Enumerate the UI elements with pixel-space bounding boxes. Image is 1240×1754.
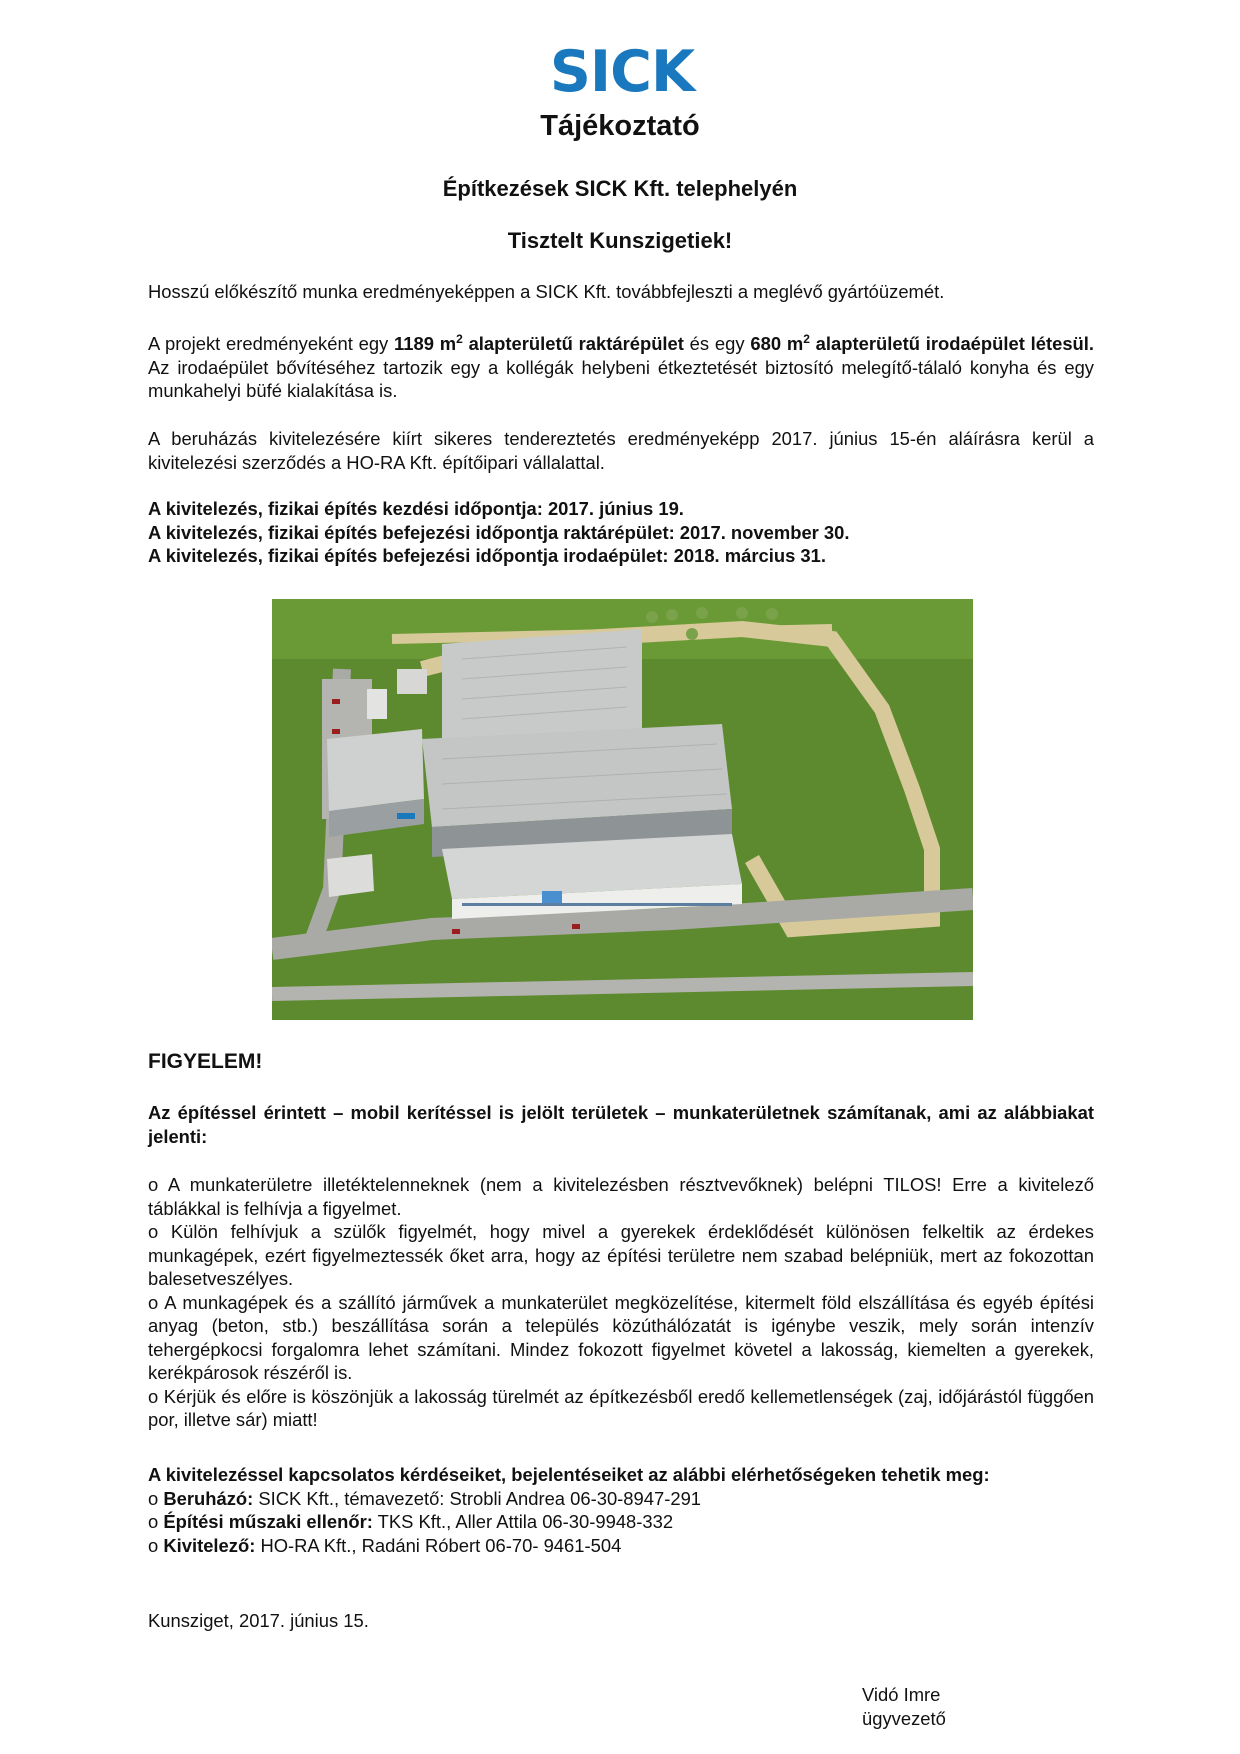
- attention-list: [148, 1173, 1094, 1432]
- office-end-date-line: A kivitelezés, fizikai építés befejezési időpontja irodaépület: 2018. március 31.: [148, 545, 826, 566]
- start-date-line: A kivitelezés, fizikai építés kezdési időpontja: 2017. június 19.: [148, 498, 684, 519]
- project-paragraph: A projekt eredményeként egy 1189 $m^2$ alapterületű raktárépület és egy 680 $m^2$ alapterületű irodaépület létesül. Az irodaépület bővítéséhez tartozik egy a kollégák helybeni étkeztetését biztosító melegítő-tálaló konyha és egy munkahelyi büfé kialakítása is.: [148, 332, 1094, 402]
- warehouse-end-date-line: A kivitelezés, fizikai építés befejezési időpontja raktárépület: 2017. november 30.: [148, 521, 850, 543]
- intro-paragraph: Hosszú előkészítő munka eredményeképpen a SICK Kft. továbbfejleszti a meglévő gyártóüzemét.: [148, 281, 945, 302]
- contact-row-contractor: o Kivitelező: HO-RA Kft., Radáni Róbert 06-70- 9461-504: [148, 1534, 622, 1556]
- contact-lead: A kivitelezéssel kapcsolatos kérdéseiket, bejelentéseiket az alábbi elérhetőségeken tehetik meg:: [148, 1464, 990, 1485]
- contact-row-inspector: o Építési műszaki ellenőr: TKS Kft., Aller Attila 06-30-9948-332: [148, 1511, 674, 1532]
- list-item: o Külön felhívjuk a szülők figyelmét, hogy mivel a gyerekek érdeklődését különösen felkeltik az érdekes munkagépek, ezért figyelmeztessék őket arra, hogy az építési területre nem szabad belépniük, mert az fokozottan balesetveszélyes.: [148, 1221, 1094, 1289]
- list-item: o Kérjük és előre is köszönjük a lakosság türelmét az építkezésből eredő kellemetlenségek (zaj, időjárástól függően por, illetve sár) miatt!: [148, 1385, 1094, 1430]
- greeting: Tisztelt Kunszigetiek!: [507, 228, 733, 253]
- site-aerial-rendering: [272, 599, 973, 1020]
- attention-heading: FIGYELEM!: [148, 1050, 263, 1073]
- list-item: o A munkagépek és a szállító járművek a munkaterület megközelítése, kitermelt föld elszállítása és egyéb építési anyag (beton, stb.) beszállítása során a település közúthálózatát is igénybe veszik, mely során intenzív tehergépkocsi forgalomra lehet számítani. Mindez fokozott figyelmet követel a lakosság, kiemelten a gyerekek, kerékpárosok részéről is.: [148, 1291, 1094, 1383]
- signatory-position: ügyvezető: [862, 1708, 946, 1729]
- tender-paragraph: A beruházás kivitelezésére kiírt sikeres tendereztetés eredményeképp 2017. június 15-én aláírásra kerül a kivitelezési szerződés a HO-RA Kft. építőipari vállalattal.: [148, 428, 1094, 473]
- document-subtitle: Építkezések SICK Kft. telephelyén: [442, 176, 798, 201]
- list-item: o A munkaterületre illetéktelenneknek (nem a kivitelezésben résztvevőknek) belépni TILOS! Erre a kivitelező táblákkal is felhívja a figyelmet.: [148, 1174, 1094, 1219]
- signatory-name: Vidó Imre: [862, 1684, 941, 1705]
- attention-lead: Az építéssel érintett – mobil kerítéssel is jelölt területek – munkaterületnek számítanak, ami az alábbiakat jelenti:: [148, 1102, 1094, 1147]
- sick-logo: SICK: [549, 39, 695, 105]
- signature-block: [862, 1683, 946, 1731]
- schedule-dates: [148, 497, 1094, 568]
- place-and-date: Kunsziget, 2017. június 15.: [148, 1610, 369, 1631]
- contact-row-investor: o Beruházó: SICK Kft., témavezető: Strobli Andrea 06-30-8947-291: [148, 1487, 702, 1509]
- document-title: Tájékoztató: [540, 110, 700, 142]
- contact-section: [148, 1463, 1094, 1557]
